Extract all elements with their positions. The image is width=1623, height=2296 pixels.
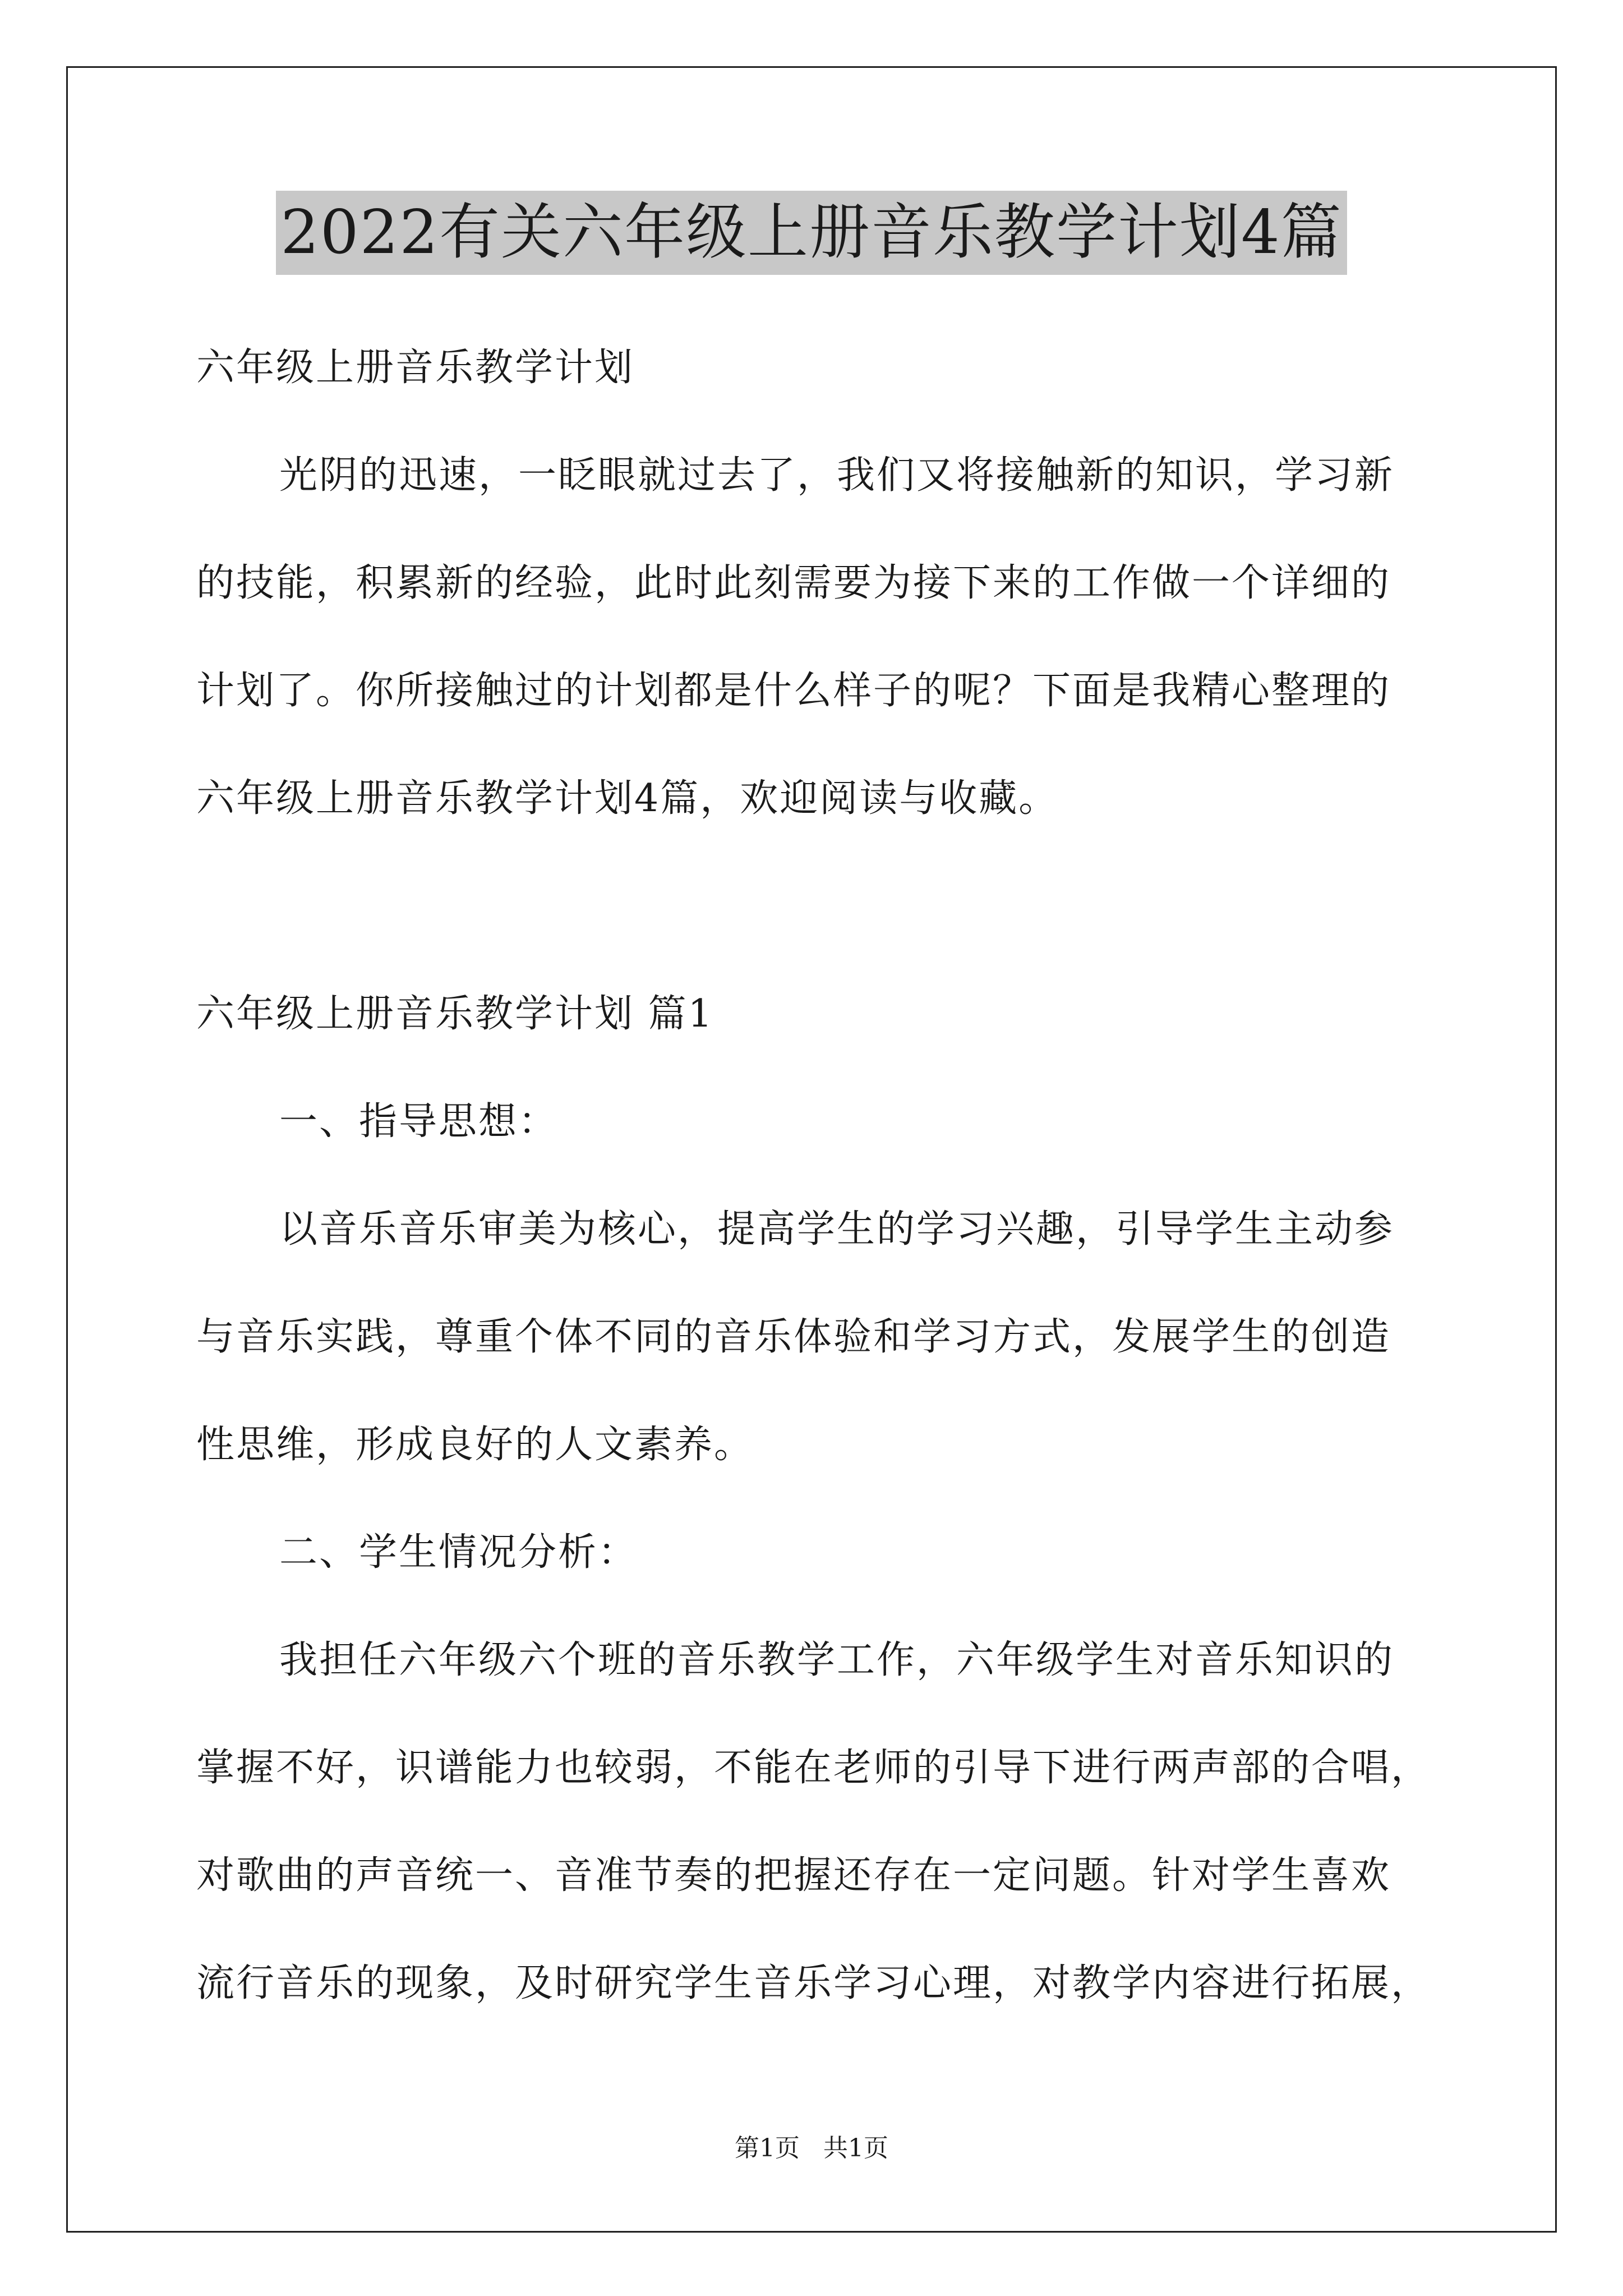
- paragraph-line: 与音乐实践，尊重个体不同的音乐体验和学习方式，发展学生的创造: [196, 1315, 1391, 1359]
- title-wrapper: [0, 191, 1623, 275]
- paragraph-line: 光阴的迅速，一眨眼就过去了，我们又将接触新的知识，学习新: [279, 453, 1395, 498]
- paragraph-line: 的技能，积累新的经验，此时此刻需要为接下来的工作做一个详细的: [196, 561, 1391, 605]
- page-footer: 第1页 共1页: [735, 2134, 888, 2162]
- paragraph-line: 流行音乐的现象，及时研究学生音乐学习心理，对教学内容进行拓展，: [196, 1961, 1431, 2005]
- paragraph-line: 六年级上册音乐教学计划4篇，欢迎阅读与收藏。: [196, 776, 1059, 821]
- subheading: 一、指导思想：: [279, 1099, 559, 1144]
- paragraph-line: 计划了。你所接触过的计划都是什么样子的呢？下面是我精心整理的: [196, 669, 1391, 713]
- spacer: [196, 853, 1430, 960]
- section-heading: 六年级上册音乐教学计划: [196, 346, 635, 390]
- section-heading: 六年级上册音乐教学计划 篇1: [196, 992, 714, 1036]
- paragraph-line: 以音乐音乐审美为核心，提高学生的学习兴趣，引导学生主动参: [279, 1207, 1395, 1251]
- paragraph-line: 性思维，形成良好的人文素养。: [196, 1423, 754, 1467]
- paragraph-line: 对歌曲的声音统一、音准节奏的把握还存在一定问题。针对学生喜欢: [196, 1853, 1391, 1898]
- paragraph-line: 掌握不好，识谱能力也较弱，不能在老师的引导下进行两声部的合唱，: [196, 1746, 1431, 1790]
- paragraph-line: 我担任六年级六个班的音乐教学工作，六年级学生对音乐知识的: [279, 1638, 1395, 1682]
- subheading: 二、学生情况分析：: [279, 1530, 638, 1575]
- document-title: 2022有关六年级上册音乐教学计划4篇: [276, 191, 1347, 275]
- document-body: [196, 314, 1430, 2037]
